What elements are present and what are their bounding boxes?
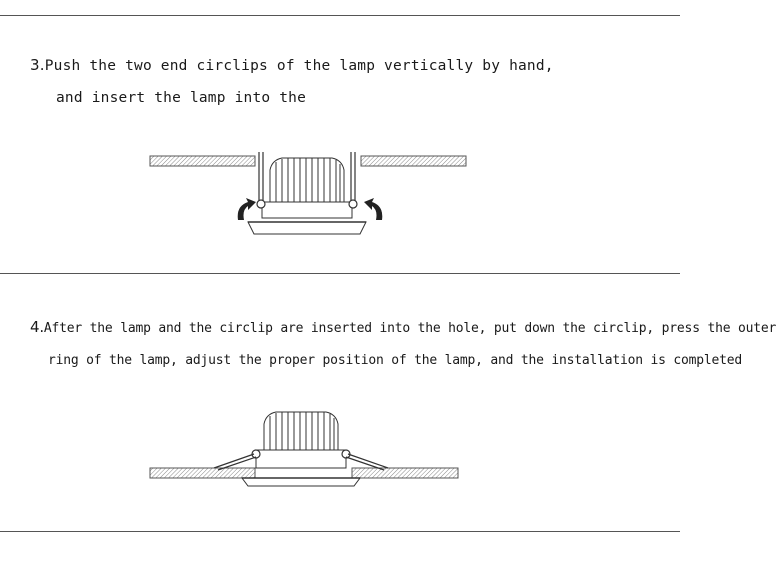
step-3-text-1: Push the two end circlips of the lamp vertically by hand, (44, 58, 554, 74)
heat-sink (264, 412, 338, 450)
step-3-number: 3. (30, 56, 45, 74)
lamp-installed-diagram (0, 400, 680, 500)
heat-sink (270, 158, 344, 202)
ceiling-panel-left (150, 468, 255, 478)
ceiling-panel-right (352, 468, 458, 478)
ceiling-panel-right (361, 156, 466, 166)
step-4-line-2: ring of the lamp, adjust the proper position of the lamp, and the installation is completed (48, 353, 743, 368)
bottom-divider (0, 531, 680, 532)
middle-divider (0, 273, 680, 274)
lamp-insertion-diagram (0, 140, 680, 240)
lamp-outer-ring (242, 478, 360, 486)
step-3-line-1 (30, 56, 554, 74)
top-divider (0, 15, 680, 16)
step-3-line-2: and insert the lamp into the (56, 90, 307, 106)
step-4-text-1: After the lamp and the circlip are inserted into the hole, put down the circlip, press the outer (43, 321, 776, 336)
ceiling-panel-left (150, 156, 255, 166)
lamp-base (262, 202, 352, 218)
step-4-number: 4. (30, 318, 44, 336)
lamp-base (256, 450, 346, 468)
lamp-outer-ring (248, 222, 366, 234)
step-4-line-1 (30, 318, 776, 336)
